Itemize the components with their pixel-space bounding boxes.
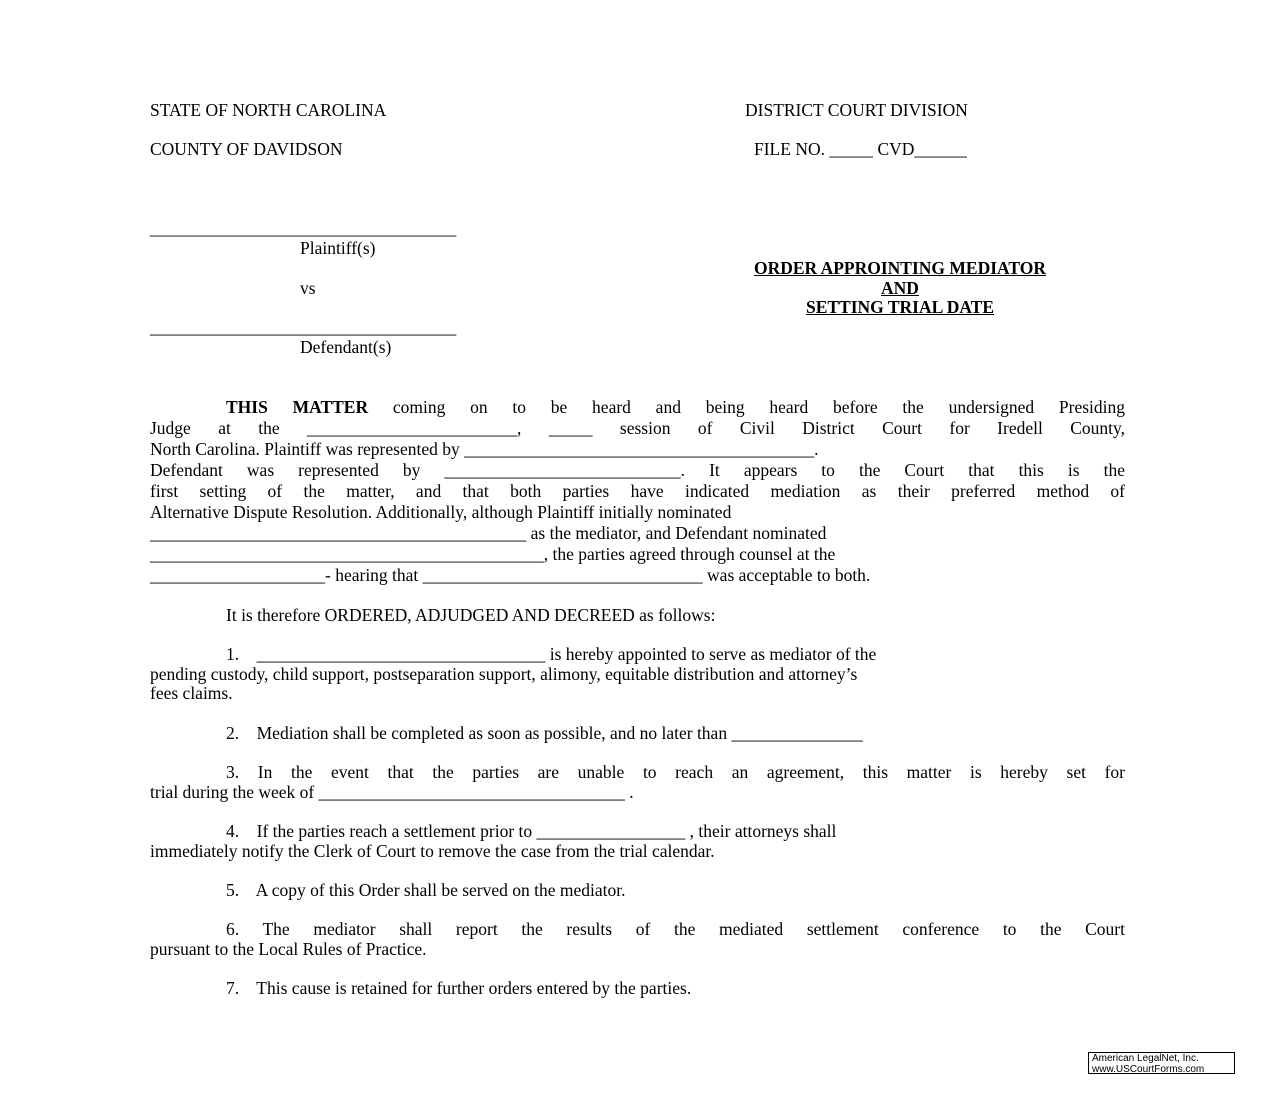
defendant-label: Defendant(s): [300, 337, 392, 357]
item-6-line-1: 6. The mediator shall report the results of the mediated settlement conference to the Court: [226, 919, 1125, 939]
intro-line-1-text: coming on to be heard and being heard before the undersigned Presiding: [368, 397, 1125, 417]
item-1-line-3: fees claims.: [150, 683, 233, 703]
county-heading: COUNTY OF DAVIDSON: [150, 139, 343, 159]
intro-line-6: Alternative Dispute Resolution. Additionally, although Plaintiff initially nominated: [150, 502, 732, 522]
document-title-line-2: AND: [881, 278, 919, 298]
publisher-name: American LegalNet, Inc.: [1092, 1053, 1199, 1064]
publisher-url: www.USCourtForms.com: [1092, 1064, 1205, 1075]
item-7: 7. This cause is retained for further orders entered by the parties.: [226, 978, 692, 998]
intro-line-4: Defendant was represented by ___________________________. It appears to the Court that this is the: [150, 460, 1125, 480]
item-3-line-1: 3. In the event that the parties are unable to reach an agreement, this matter is hereby set for: [226, 762, 1125, 782]
intro-line-3: North Carolina. Plaintiff was represented by ________________________________________.: [150, 439, 819, 459]
item-4-line-2: immediately notify the Clerk of Court to remove the case from the trial calendar.: [150, 841, 715, 861]
item-1-line-1: 1. _________________________________ is hereby appointed to serve as mediator of the: [226, 644, 877, 664]
versus-label: vs: [300, 278, 316, 298]
intro-line-1: [226, 397, 1125, 418]
publisher-badge: [1088, 1052, 1235, 1074]
item-5: 5. A copy of this Order shall be served on the mediator.: [226, 880, 626, 900]
intro-line-9: ____________________- hearing that ________________________________ was acceptable to both.: [150, 565, 871, 585]
item-3-line-2: trial during the week of ___________________________________ .: [150, 782, 634, 802]
intro-line-5: first setting of the matter, and that both parties have indicated mediation as their preferred method of: [150, 481, 1125, 501]
this-matter-lead: THIS MATTER: [226, 397, 369, 417]
plaintiff-label: Plaintiff(s): [300, 238, 376, 258]
item-2: 2. Mediation shall be completed as soon as possible, and no later than _______________: [226, 723, 863, 743]
document-title-line-3: SETTING TRIAL DATE: [805, 297, 995, 317]
document-title-line-1: ORDER APPROINTING MEDIATOR: [753, 258, 1046, 278]
item-6-line-2: pursuant to the Local Rules of Practice.: [150, 939, 427, 959]
intro-line-7: ___________________________________________ as the mediator, and Defendant nominated: [150, 523, 827, 543]
defendant-blank: ___________________________________: [150, 317, 457, 337]
item-1-line-2: pending custody, child support, postseparation support, alimony, equitable distribution and attorney’s: [150, 664, 858, 684]
plaintiff-blank: ___________________________________: [150, 218, 457, 238]
intro-line-8: _____________________________________________, the parties agreed through counsel at the: [150, 544, 836, 564]
item-4-line-1: 4. If the parties reach a settlement prior to _________________ , their attorneys shall: [226, 821, 837, 841]
ordered-statement: It is therefore ORDERED, ADJUDGED AND DECREED as follows:: [226, 605, 716, 625]
state-heading: STATE OF NORTH CAROLINA: [150, 100, 387, 120]
intro-line-2: Judge at the ________________________, _____ session of Civil District Court for Iredell County,: [150, 418, 1125, 438]
file-number-field: FILE NO. _____ CVD______: [754, 139, 967, 159]
court-division-heading: DISTRICT COURT DIVISION: [745, 100, 968, 120]
